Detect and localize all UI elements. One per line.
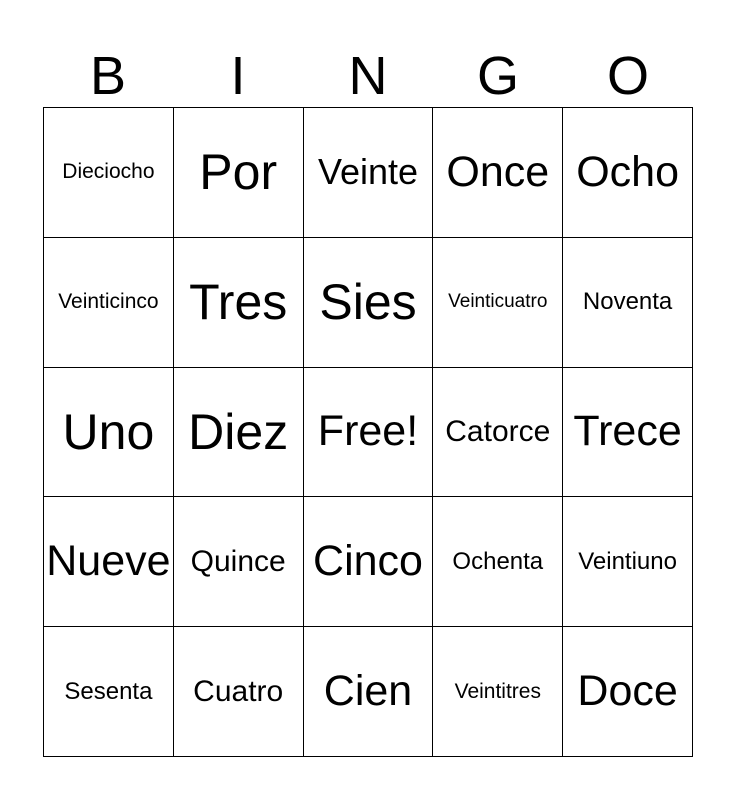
header-letter-i: I <box>230 46 246 106</box>
bingo-cell[interactable]: Uno <box>44 368 174 498</box>
header-letter-b: B <box>89 46 127 106</box>
header-letter-o: O <box>606 46 649 106</box>
bingo-cell[interactable]: Veintiuno <box>563 497 693 627</box>
bingo-cell[interactable]: Sesenta <box>44 627 174 757</box>
header-letter-g: G <box>476 46 519 106</box>
bingo-card <box>43 107 693 757</box>
bingo-cell-free[interactable]: Free! <box>304 368 434 498</box>
bingo-cell[interactable]: Sies <box>304 238 434 368</box>
bingo-cell[interactable]: Quince <box>174 497 304 627</box>
bingo-cell[interactable]: Catorce <box>433 368 563 498</box>
bingo-cell[interactable]: Veinticinco <box>44 238 174 368</box>
bingo-cell[interactable]: Once <box>433 108 563 238</box>
bingo-cell[interactable]: Doce <box>563 627 693 757</box>
bingo-cell[interactable]: Ocho <box>563 108 693 238</box>
bingo-cell[interactable]: Dieciocho <box>44 108 174 238</box>
bingo-cell[interactable]: Veinticuatro <box>433 238 563 368</box>
bingo-cell[interactable]: Noventa <box>563 238 693 368</box>
bingo-cell[interactable]: Trece <box>563 368 693 498</box>
bingo-cell[interactable]: Tres <box>174 238 304 368</box>
bingo-cell[interactable]: Cinco <box>304 497 434 627</box>
bingo-cell[interactable]: Cien <box>304 627 434 757</box>
bingo-cell[interactable]: Diez <box>174 368 304 498</box>
bingo-cell[interactable]: Veintitres <box>433 627 563 757</box>
bingo-cell[interactable]: Por <box>174 108 304 238</box>
bingo-cell[interactable]: Ochenta <box>433 497 563 627</box>
bingo-cell[interactable]: Cuatro <box>174 627 304 757</box>
header-letter-n: N <box>348 46 388 106</box>
bingo-cell[interactable]: Veinte <box>304 108 434 238</box>
bingo-cell[interactable]: Nueve <box>44 497 174 627</box>
bingo-header <box>43 44 693 108</box>
